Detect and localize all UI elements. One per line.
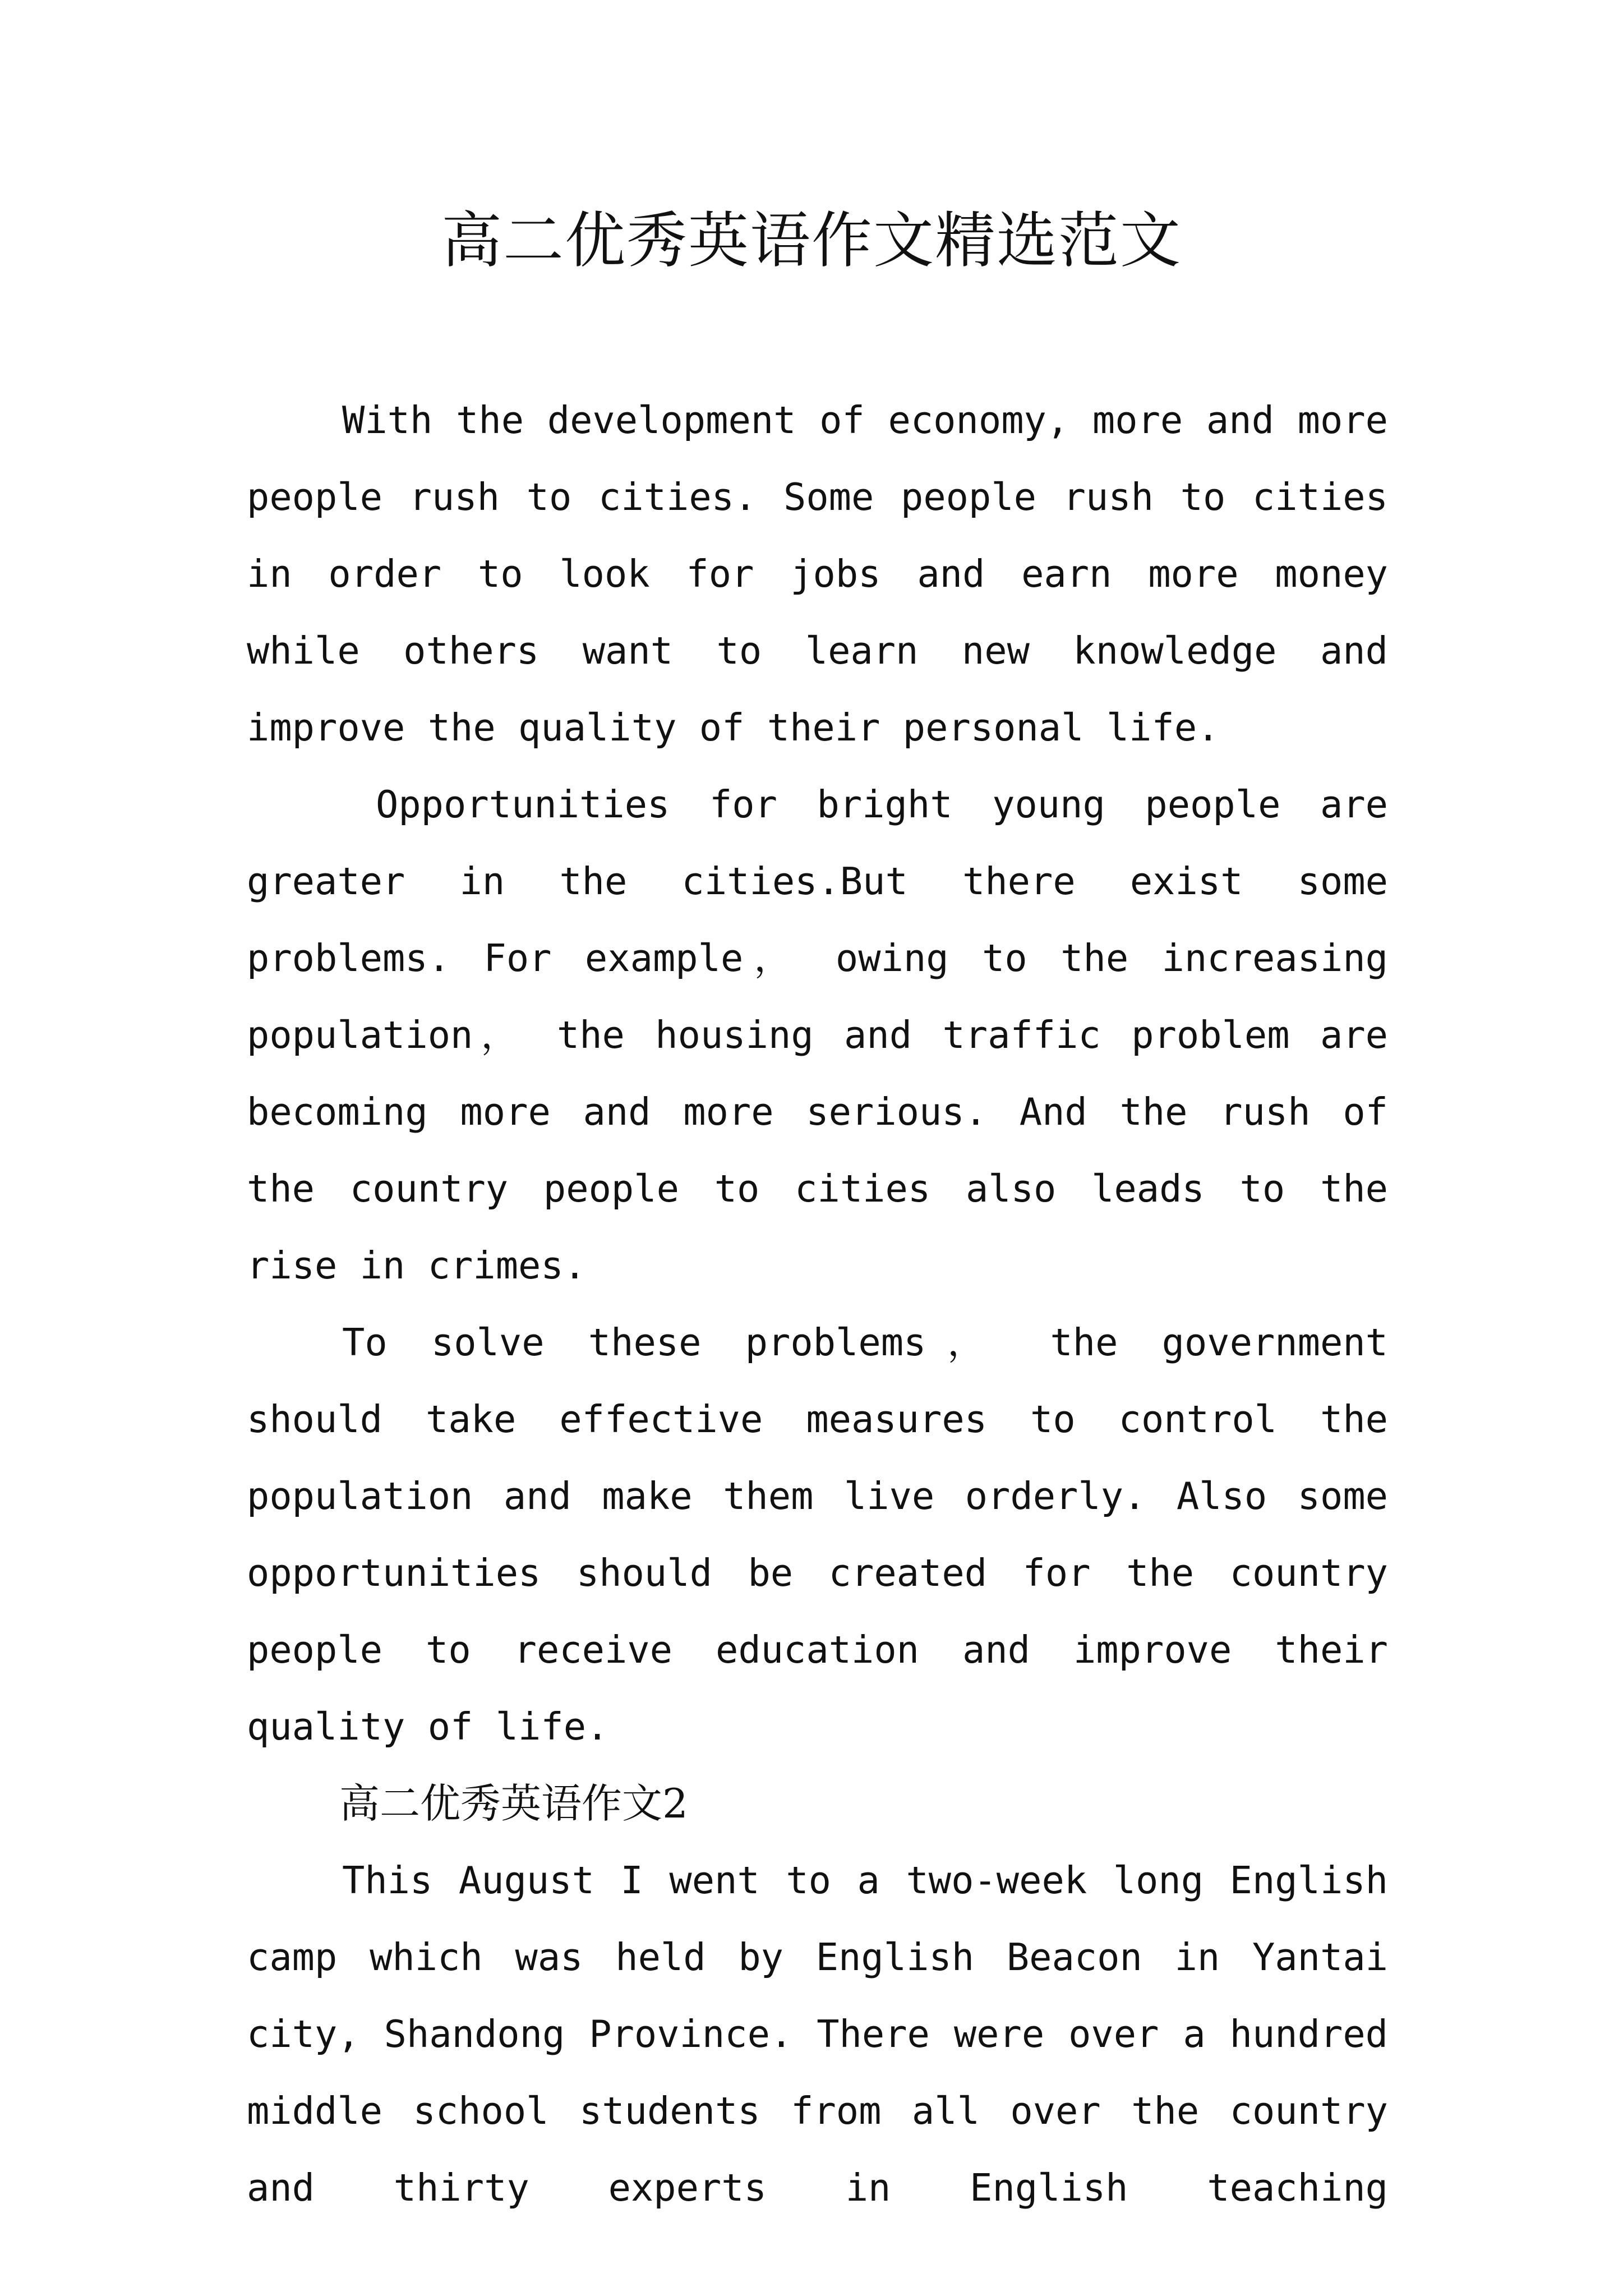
document-body (247, 382, 1388, 2226)
section-heading: 高二优秀英语作文2 (339, 1780, 688, 1827)
paragraph-4: This August I went to a two-week long English camp which was held by English Beacon in Yantai city, Shandong Province. There were over a hundred middle school students from all over the country and thirty experts in English teaching (247, 1858, 1388, 2210)
paragraph-3: To solve these problems， the government should take effective measures to control the population and make them live orderly. Also some opportunities should be created for the country people to receive education and improve their quality of life. (247, 1320, 1388, 1749)
document-title: 高二优秀英语作文精选范文 (441, 206, 1182, 276)
paragraph-2: Opportunities for bright young people are greater in the cities.But there exist some problems. For example， owing to the increasing population， the housing and traffic problem are becoming more and more serious. And the rush of the country people to cities also leads to the rise in crimes. (247, 783, 1388, 1287)
paragraph-1: With the development of economy, more and more people rush to cities. Some people rush to cities in order to look for jobs and earn more money while others want to learn new knowledge and improve the quality of their personal life. (247, 398, 1388, 749)
